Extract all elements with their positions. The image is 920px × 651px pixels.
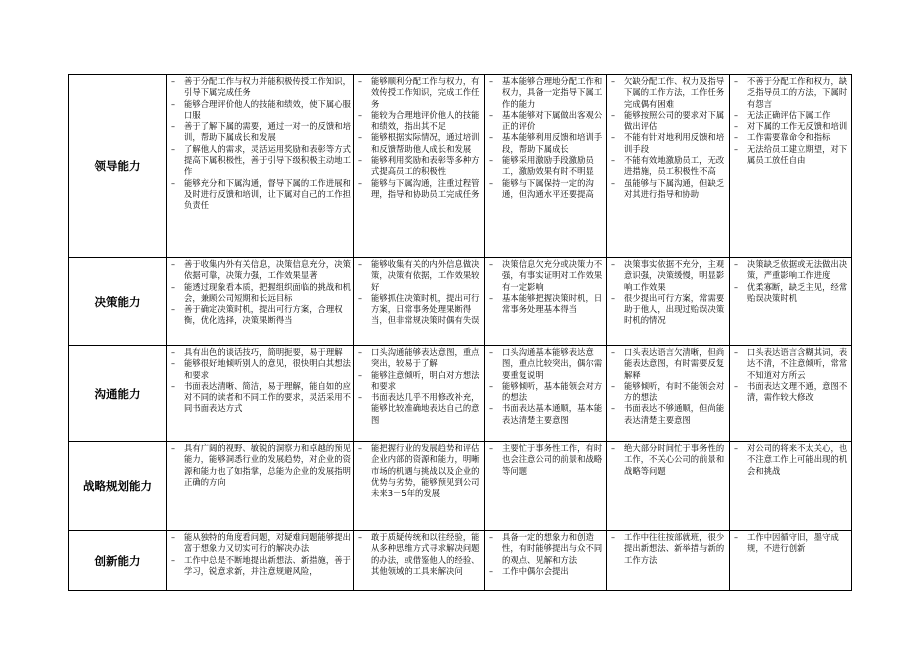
criteria-item: – 书面表达清晰、简洁，易于理解，能自如的应对不同的读者和不同工作的要求，灵活采用不同书面表达方式	[170, 381, 351, 415]
criteria-list	[733, 259, 849, 304]
criteria-item: – 具备一定的想象力和创造性，有时能够提出与众不同的观点、见解和方法	[488, 532, 604, 566]
criteria-item: – 能够倾听，有时不能领会对方的想法	[610, 381, 727, 404]
row-header: 战略规划能力	[69, 442, 167, 531]
criteria-item: – 口头沟通能够表达意图，重点突出，较易于了解	[357, 347, 482, 370]
criteria-cell	[607, 442, 730, 531]
criteria-item: – 敢于质疑传统和以往经验，能从多种思维方式寻求解决问题的办法，或借鉴他人的经验、其他领域的工具来解决问	[357, 532, 482, 577]
criteria-item: – 对公司的将来不太关心，也不注意工作上可能出现的机会和挑战	[733, 443, 849, 477]
criteria-item: – 基本能够利用反馈和培训手段，帮助下属成长	[488, 132, 604, 155]
criteria-list	[488, 347, 604, 426]
criteria-item: – 了解他人的需求，灵活运用奖励和表彰等方式提高下属积极性，善于引导下级积极主动地工作	[170, 144, 351, 178]
criteria-cell	[485, 531, 607, 591]
criteria-item: – 书面表达不够通顺，但尚能表达清楚主要意图	[610, 403, 727, 426]
row-header: 创新能力	[69, 531, 167, 591]
criteria-list	[170, 347, 351, 415]
table-row	[69, 346, 852, 442]
criteria-list	[610, 259, 727, 327]
criteria-cell	[167, 531, 354, 591]
criteria-item: – 书面表达文理不通，意图不清，需作较大修改	[733, 381, 849, 404]
criteria-item: – 决策事实依据不充分，主观意识强，决策缓慢，明显影响工作效果	[610, 259, 727, 293]
criteria-cell	[354, 442, 485, 531]
criteria-item: – 工作中偶尔会提出	[488, 566, 604, 577]
criteria-list	[170, 76, 351, 212]
criteria-item: – 工作需要靠命令和指标	[733, 132, 849, 143]
criteria-cell	[354, 258, 485, 346]
criteria-item: – 基本能够合理地分配工作和权力，具备一定指导下属工作的能力	[488, 76, 604, 110]
criteria-item: – 书面表达几乎不用修改补充，能够比较准确地表达自己的意图	[357, 392, 482, 426]
criteria-list	[357, 76, 482, 200]
criteria-cell	[354, 75, 485, 258]
criteria-cell	[167, 258, 354, 346]
criteria-list	[733, 347, 849, 403]
criteria-item: – 能够利用奖励和表彰等多种方式提高员工的积极性	[357, 155, 482, 178]
criteria-item: – 无法给员工建立期望，对下属员工放任自由	[733, 144, 849, 167]
criteria-item: – 能够注意倾听，明白对方想法和要求	[357, 370, 482, 393]
criteria-list	[357, 443, 482, 499]
criteria-item: – 口头沟通基本能够表达意图，重点比较突出，偶尔需要重复说明	[488, 347, 604, 381]
criteria-item: – 能够与下属保持一定的沟通，但沟通水平还要提高	[488, 178, 604, 201]
table-body	[69, 75, 852, 591]
criteria-cell	[354, 346, 485, 442]
criteria-item: – 能够与下属沟通，注重过程管理，指导和协助员工完成任务	[357, 178, 482, 201]
criteria-item: – 绝大部分时间忙于事务性的工作，不关心公司的前景和战略等问题	[610, 443, 727, 477]
criteria-cell	[485, 75, 607, 258]
criteria-item: – 工作中总是不断地提出新想法、新措施，善于学习，锐意求新，并注意规避风险，	[170, 555, 351, 578]
criteria-cell	[485, 346, 607, 442]
criteria-item: – 能够很好地倾听别人的意见，很快明白其想法和要求	[170, 358, 351, 381]
criteria-list	[488, 259, 604, 315]
criteria-cell	[485, 442, 607, 531]
criteria-item: – 能从独特的角度看问题，对疑难问题能够提出富于想象力又切实可行的解决办法	[170, 532, 351, 555]
criteria-item: – 很少提出可行方案，常需要助于他人，出现过贻误决策时机的情况	[610, 293, 727, 327]
row-header: 沟通能力	[69, 346, 167, 442]
criteria-item: – 能够根据实际情况，通过培训和反馈帮助他人成长和发展	[357, 132, 482, 155]
criteria-item: – 能够按照公司的要求对下属做出评估	[610, 110, 727, 133]
criteria-item: – 基本能够把握决策时机，日常事务处理基本得当	[488, 293, 604, 316]
criteria-list	[357, 259, 482, 327]
criteria-item: – 主要忙于事务性工作，有时也会注意公司的前景和战略等问题	[488, 443, 604, 477]
criteria-item: – 书面表达基本通顺，基本能表达清楚主要意图	[488, 403, 604, 426]
criteria-item: – 能够顺利分配工作与权力，有效传授工作知识，完成工作任务	[357, 76, 482, 110]
criteria-cell	[167, 75, 354, 258]
criteria-cell	[730, 442, 852, 531]
criteria-item: – 口头表达语言欠清晰，但尚能表达意图，有时需要反复解释	[610, 347, 727, 381]
criteria-list	[488, 532, 604, 577]
criteria-item: – 无法正确评估下属工作	[733, 110, 849, 121]
criteria-list	[170, 259, 351, 327]
criteria-cell	[607, 346, 730, 442]
table-row	[69, 442, 852, 531]
criteria-item: – 口头表达语言含糊其词，表达不清，不注意倾听，常常不知道对方所云	[733, 347, 849, 381]
criteria-item: – 具有出色的谈话技巧，简明扼要，易于理解	[170, 347, 351, 358]
criteria-list	[170, 443, 351, 488]
criteria-list	[357, 532, 482, 577]
criteria-list	[733, 76, 849, 166]
criteria-list	[610, 532, 727, 566]
table-row	[69, 75, 852, 258]
criteria-item: – 不善于分配工作和权力，缺乏指导员工的方法，下属时有怨言	[733, 76, 849, 110]
criteria-item: – 具有广阔的视野、敏锐的洞察力和卓越的预见能力，能够洞悉行业的发展趋势，对企业的资源和能力也了如指掌，总能为企业的发展指明正确的方向	[170, 443, 351, 488]
criteria-list	[357, 347, 482, 426]
criteria-item: – 欠缺分配工作、权力及指导下属的工作方法，工作任务完成偶有困难	[610, 76, 727, 110]
criteria-list	[610, 443, 727, 477]
criteria-cell	[167, 346, 354, 442]
criteria-item: – 虽能够与下属沟通，但缺乏对其进行指导和协助	[610, 178, 727, 201]
criteria-item: – 工作中往往按部就班，很少提出新想法、新举措与新的工作方法	[610, 532, 727, 566]
criteria-item: – 能够充分和下属沟通，督导下属的工作进展和及时进行反馈和培训，让下属对自己的工作担负责任	[170, 178, 351, 212]
criteria-cell	[167, 442, 354, 531]
criteria-list	[733, 443, 849, 477]
criteria-list	[733, 532, 849, 555]
criteria-item: – 能够采用激励手段激励员工，激励效果有时不明显	[488, 155, 604, 178]
criteria-cell	[607, 258, 730, 346]
criteria-item: – 善于收集内外有关信息，决策信息充分，决策依据可靠，决策力强，工作效果显著	[170, 259, 351, 282]
competency-table	[68, 74, 852, 591]
criteria-cell	[730, 531, 852, 591]
criteria-item: – 能透过现象看本质，把握组织面临的挑战和机会，兼顾公司短期和长远目标	[170, 282, 351, 305]
criteria-item: – 优柔寡断，缺乏主见，经常贻误决策时机	[733, 282, 849, 305]
criteria-item: – 能够收集有关的内外信息做决策，决策有依据，工作效果较好	[357, 259, 482, 293]
criteria-list	[488, 443, 604, 477]
criteria-cell	[485, 258, 607, 346]
criteria-item: – 善于了解下属的需要，通过一对一的反馈和培训，帮助下属成长和发展	[170, 121, 351, 144]
criteria-item: – 善于分配工作与权力并能积极传授工作知识，引导下属完成任务	[170, 76, 351, 99]
criteria-cell	[607, 75, 730, 258]
criteria-cell	[730, 75, 852, 258]
criteria-list	[170, 532, 351, 577]
criteria-list	[610, 76, 727, 200]
criteria-cell	[354, 531, 485, 591]
table-row	[69, 258, 852, 346]
criteria-list	[610, 347, 727, 426]
criteria-cell	[607, 531, 730, 591]
criteria-item: – 决策缺乏依据或无法做出决策，严重影响工作进度	[733, 259, 849, 282]
criteria-cell	[730, 346, 852, 442]
row-header: 领导能力	[69, 75, 167, 258]
criteria-item: – 不能有效地激励员工，无改进措施，员工积极性不高	[610, 155, 727, 178]
criteria-item: – 决策信息欠充分或决策力不强，有事实证明对工作效果有一定影响	[488, 259, 604, 293]
criteria-item: – 不能有针对地利用反馈和培训手段	[610, 132, 727, 155]
criteria-item: – 基本能够对下属做出客观公正的评价	[488, 110, 604, 133]
criteria-item: – 对下属的工作无反馈和培训	[733, 121, 849, 132]
criteria-item: – 工作中因循守旧，墨守成规，不进行创新	[733, 532, 849, 555]
row-header: 决策能力	[69, 258, 167, 346]
criteria-item: – 能够合理评价他人的技能和绩效，使下属心服口服	[170, 99, 351, 122]
criteria-cell	[730, 258, 852, 346]
criteria-item: – 能把握行业的发展趋势和评估企业内部的资源和能力，明晰市场的机遇与挑战以及企业的优势与劣势，能够预见到公司未来3－5年的发展	[357, 443, 482, 499]
criteria-list	[488, 76, 604, 200]
criteria-item: – 能够抓住决策时机，提出可行方案，日常事务处理果断得当，但非常规决策时偶有失误	[357, 293, 482, 327]
criteria-item: – 善于确定决策时机，提出可行方案，合理权衡，优化选择，决策果断得当	[170, 304, 351, 327]
table-row	[69, 531, 852, 591]
criteria-item: – 能够倾听，基本能领会对方的想法	[488, 381, 604, 404]
criteria-item: – 能较为合理地评价他人的技能和绩效，指出其不足	[357, 110, 482, 133]
